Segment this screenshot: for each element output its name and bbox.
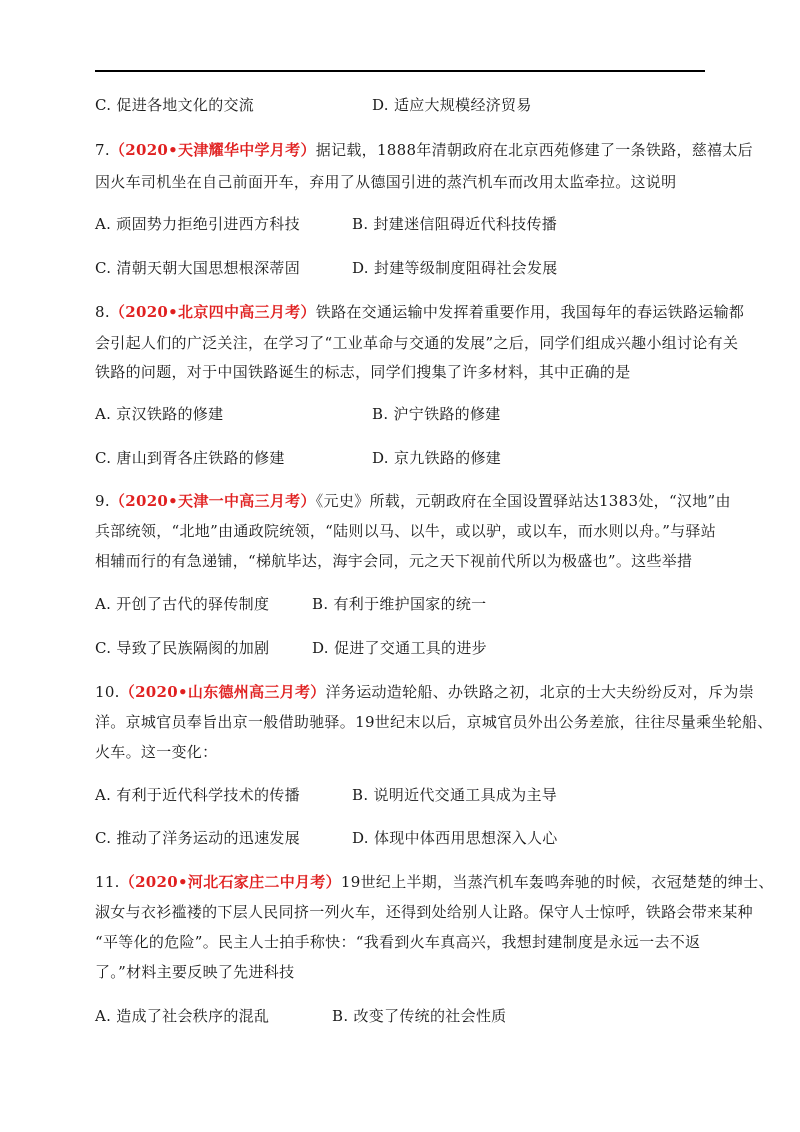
q6-option-c: C. 促进各地文化的交流	[95, 96, 255, 114]
q7-stem-line-2: 因火车司机坐在自己前面开车，弃用了从德国引进的蒸汽机车而改用太监牵拉。这说明	[95, 173, 677, 191]
q8-stem-line-2: 会引起人们的广泛关注，在学习了“工业革命与交通的发展”之后，同学们组成兴趣小组讨论有关	[95, 334, 739, 352]
q11-option-a: A. 造成了社会秩序的混乱	[95, 1007, 270, 1025]
q6-option-d: D. 适应大规模经济贸易	[372, 96, 532, 114]
q10-option-c: C. 推动了洋务运动的迅速发展	[95, 829, 300, 847]
q10-stem-line-3: 火车。这一变化：	[95, 743, 218, 761]
question-source: （2020•河北石家庄二中月考）	[119, 873, 341, 891]
q8-option-a: A. 京汉铁路的修建	[95, 405, 224, 423]
q8-stem-line-3: 铁路的问题，对于中国铁路诞生的标志，同学们搜集了许多材料，其中正确的是	[95, 363, 631, 381]
q10-option-a: A. 有利于近代科学技术的传播	[95, 786, 300, 804]
question-source: （2020•北京四中高三月考）	[109, 303, 316, 321]
q9-stem-line-3: 相辅而行的有急递铺，“梯航毕达，海宇会同，元之天下视前代所以为极盛也”。这些举措	[95, 552, 693, 570]
header-rule	[95, 70, 705, 72]
question-number: 10.	[95, 683, 120, 701]
q10-stem-line-1: 10.（2020•山东德州高三月考）洋务运动造轮船、办铁路之初，北京的士大夫纷纷反对，斥为崇	[95, 683, 755, 701]
question-number: 11.	[95, 873, 120, 891]
q10-option-d: D. 体现中体西用思想深入人心	[352, 829, 558, 847]
q11-stem-line-1: 11.（2020•河北石家庄二中月考）19世纪上半期，当蒸汽机车轰鸣奔驰的时候，衣冠楚楚的绅士、	[95, 873, 774, 891]
q8-stem-line-1: 8.（2020•北京四中高三月考）铁路在交通运输中发挥着重要作用，我国每年的春运铁路运输都	[95, 303, 745, 321]
q10-option-b: B. 说明近代交通工具成为主导	[352, 786, 558, 804]
q8-option-d: D. 京九铁路的修建	[372, 449, 502, 467]
q9-option-d: D. 促进了交通工具的进步	[312, 639, 487, 657]
q7-option-d: D. 封建等级制度阻碍社会发展	[352, 259, 558, 277]
question-source: （2020•天津耀华中学月考）	[109, 141, 316, 159]
q8-option-b: B. 沪宁铁路的修建	[372, 405, 501, 423]
q9-option-b: B. 有利于维护国家的统一	[312, 595, 487, 613]
question-source: （2020•天津一中高三月考）	[109, 492, 316, 510]
q9-stem-line-2: 兵部统领，“北地”由通政院统领，“陆则以马、以牛，或以驴，或以车，而水则以舟。”与驿站	[95, 522, 717, 540]
question-number: 7.	[95, 141, 110, 159]
q7-option-b: B. 封建迷信阻碍近代科技传播	[352, 215, 558, 233]
q9-option-a: A. 开创了古代的驿传制度	[95, 595, 270, 613]
question-number: 9.	[95, 492, 110, 510]
q7-option-a: A. 顽固势力拒绝引进西方科技	[95, 215, 300, 233]
q8-option-c: C. 唐山到胥各庄铁路的修建	[95, 449, 285, 467]
q11-stem-line-2: 淑女与衣衫褴褛的下层人民同挤一列火车，还得到处给别人让路。保守人士惊呼，铁路会带来某种	[95, 903, 753, 921]
q11-option-b: B. 改变了传统的社会性质	[332, 1007, 507, 1025]
q7-stem-line-1: 7.（2020•天津耀华中学月考）据记载，1888年清朝政府在北京西苑修建了一条铁路，慈禧太后	[95, 141, 753, 159]
q11-stem-line-3: “平等化的危险”。民主人士拍手称快：“我看到火车真高兴，我想封建制度是永远一去不返	[95, 933, 701, 951]
q10-stem-line-2: 洋。京城官员奉旨出京一般借助驰驿。19世纪末以后，京城官员外出公务差旅，往往尽量乘坐轮船、	[95, 713, 773, 731]
question-number: 8.	[95, 303, 110, 321]
q7-option-c: C. 清朝天朝大国思想根深蒂固	[95, 259, 300, 277]
question-source: （2020•山东德州高三月考）	[119, 683, 326, 701]
q11-stem-line-4: 了。”材料主要反映了先进科技	[95, 963, 295, 981]
q9-option-c: C. 导致了民族隔阂的加剧	[95, 639, 270, 657]
q9-stem-line-1: 9.（2020•天津一中高三月考）《元史》所载，元朝政府在全国设置驿站达1383处，“汉地”由	[95, 492, 731, 510]
